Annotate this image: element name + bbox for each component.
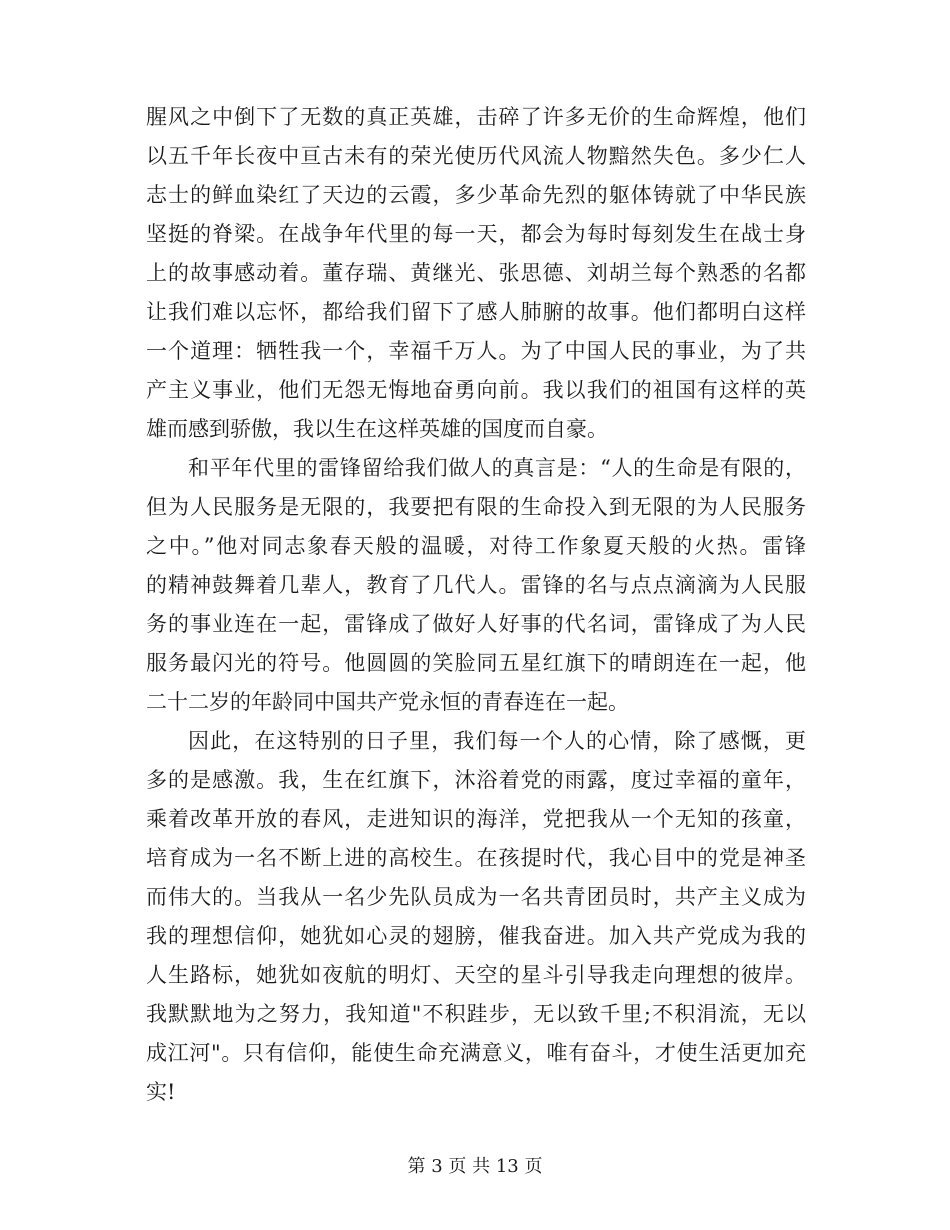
- text-line: 服务最闪光的符号。他圆圆的笑脸同五星红旗下的晴朗连在一起，他: [146, 651, 806, 675]
- text-line: 培育成为一名不断上进的高校生。在孩提时代，我心目中的党是神圣: [146, 846, 806, 870]
- text-line: 以五千年长夜中亘古未有的荣光使历代风流人物黯然失色。多少仁人: [146, 144, 806, 168]
- text-line: 产主义事业，他们无怨无悔地奋勇向前。我以我们的祖国有这样的英: [146, 378, 806, 402]
- text-line: 志士的鲜血染红了天边的云霞，多少革命先烈的躯体铸就了中华民族: [146, 183, 806, 207]
- text-line: 因此，在这特别的日子里，我们每一个人的心情，除了感慨，更: [188, 729, 806, 753]
- paragraph-3: [146, 722, 806, 1112]
- text-line: 实!: [146, 1080, 176, 1104]
- paragraph-2: [146, 449, 806, 722]
- text-line: 乘着改革开放的春风，走进知识的海洋，党把我从一个无知的孩童，: [146, 807, 806, 831]
- text-line: 的精神鼓舞着几辈人，教育了几代人。雷锋的名与点点滴滴为人民服: [146, 573, 806, 597]
- text-line: 和平年代里的雷锋留给我们做人的真言是：“人的生命是有限的，: [188, 456, 806, 480]
- text-line: 雄而感到骄傲，我以生在这样英雄的国度而自豪。: [146, 417, 608, 441]
- text-line: 上的故事感动着。董存瑞、黄继光、张思德、刘胡兰每个熟悉的名都: [146, 261, 806, 285]
- text-line: 腥风之中倒下了无数的真正英雄，击碎了许多无价的生命辉煌，他们: [146, 105, 806, 129]
- paragraph-1: [146, 98, 806, 449]
- text-line: 二十二岁的年龄同中国共产党永恒的青春连在一起。: [146, 690, 629, 714]
- text-line: 成江河"。只有信仰，能使生命充满意义，唯有奋斗，才使生活更加充: [146, 1041, 806, 1065]
- document-body: [146, 98, 806, 1112]
- text-line: 坚挺的脊梁。在战争年代里的每一天，都会为每时每刻发生在战士身: [146, 222, 806, 246]
- page-number: 第 3 页 共 13 页: [407, 1156, 543, 1177]
- text-line: 多的是感激。我，生在红旗下，沐浴着党的雨露，度过幸福的童年，: [146, 768, 806, 792]
- text-line: 我的理想信仰，她犹如心灵的翅膀，催我奋进。加入共产党成为我的: [146, 924, 806, 948]
- text-line: 而伟大的。当我从一名少先队员成为一名共青团员时，共产主义成为: [146, 885, 806, 909]
- text-line: 让我们难以忘怀，都给我们留下了感人肺腑的故事。他们都明白这样: [146, 300, 806, 324]
- text-line: 我默默地为之努力，我知道"不积跬步，无以致千里;不积涓流，无以: [146, 1002, 806, 1026]
- text-line: 人生路标，她犹如夜航的明灯、天空的星斗引导我走向理想的彼岸。: [146, 963, 806, 987]
- text-line: 务的事业连在一起，雷锋成了做好人好事的代名词，雷锋成了为人民: [146, 612, 806, 636]
- text-line: 之中。”他对同志象春天般的温暖，对待工作象夏天般的火热。雷锋: [146, 534, 806, 558]
- text-line: 一个道理：牺牲我一个，幸福千万人。为了中国人民的事业，为了共: [146, 339, 806, 363]
- text-line: 但为人民服务是无限的，我要把有限的生命投入到无限的为人民服务: [146, 495, 806, 519]
